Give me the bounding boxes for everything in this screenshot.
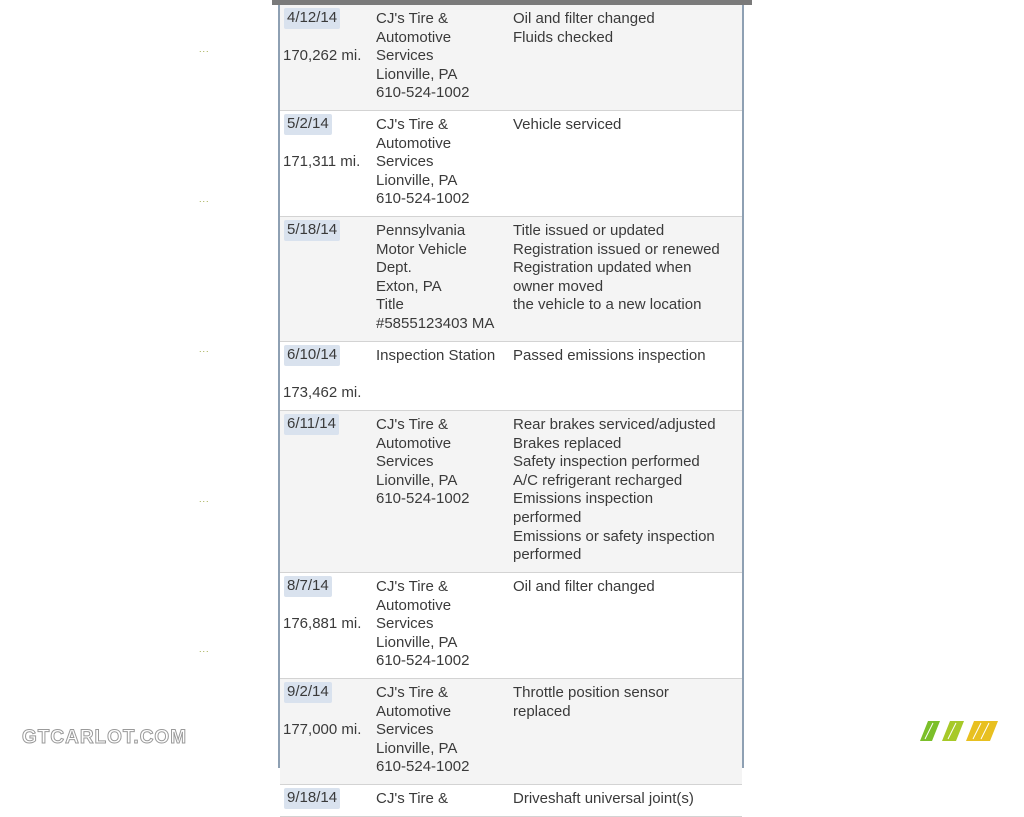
history-row bbox=[280, 411, 742, 573]
record-comments bbox=[513, 578, 743, 597]
history-row bbox=[280, 217, 742, 342]
source-line: Dept. bbox=[376, 259, 412, 277]
source-line: #5855123403 MA bbox=[376, 314, 495, 332]
comment-line: Driveshaft universal joint(s) bbox=[513, 790, 694, 807]
comment-line: Oil and filter changed bbox=[513, 578, 655, 595]
comment-line: Vehicle serviced bbox=[513, 116, 622, 133]
source-line: Lionville, PA bbox=[376, 633, 458, 651]
record-date: 9/18/14 bbox=[284, 788, 340, 809]
history-row bbox=[280, 5, 742, 111]
source-line: Services bbox=[376, 47, 434, 65]
source-line: Automotive bbox=[376, 434, 452, 452]
record-comments bbox=[513, 10, 743, 47]
source-line: CJ's Tire & bbox=[376, 10, 449, 27]
history-row bbox=[280, 111, 742, 217]
comment-line: Title issued or updated bbox=[513, 222, 665, 239]
source-line: Services bbox=[376, 721, 434, 739]
record-date: 6/11/14 bbox=[284, 414, 339, 435]
dots-marker: ... bbox=[199, 194, 210, 204]
source-line: 610-524-1002 bbox=[376, 758, 470, 776]
record-source bbox=[376, 222, 511, 334]
gtcarlot-stripes-logo-icon bbox=[920, 721, 998, 741]
vehicle-history-table[interactable] bbox=[278, 5, 744, 807]
comment-line: Oil and filter changed bbox=[513, 10, 655, 27]
record-comments bbox=[513, 684, 743, 721]
history-row bbox=[280, 573, 742, 679]
comment-line: Registration issued or renewed bbox=[513, 240, 720, 258]
comment-line: Registration updated when bbox=[513, 259, 692, 277]
source-line: Automotive bbox=[376, 702, 452, 720]
record-date: 9/2/14 bbox=[284, 682, 332, 703]
record-comments bbox=[513, 790, 743, 809]
source-line: CJ's Tire & bbox=[376, 790, 449, 807]
history-row bbox=[280, 785, 742, 817]
comment-line: Fluids checked bbox=[513, 28, 614, 46]
source-line: Services bbox=[376, 153, 434, 171]
dots-marker: ... bbox=[199, 494, 210, 504]
comment-line: Brakes replaced bbox=[513, 434, 622, 452]
dots-marker: ... bbox=[199, 44, 210, 54]
record-date: 5/18/14 bbox=[284, 220, 340, 241]
comment-line: Passed emissions inspection bbox=[513, 347, 706, 364]
source-line: Exton, PA bbox=[376, 277, 442, 295]
record-comments bbox=[513, 416, 743, 565]
record-date: 4/12/14 bbox=[284, 8, 340, 29]
source-line: Lionville, PA bbox=[376, 739, 458, 757]
comment-line: replaced bbox=[513, 702, 571, 720]
dots-marker: ... bbox=[199, 344, 210, 354]
source-line: 610-524-1002 bbox=[376, 490, 470, 508]
record-comments bbox=[513, 347, 743, 366]
source-line: Services bbox=[376, 615, 434, 633]
record-date: 5/2/14 bbox=[284, 114, 332, 135]
record-source bbox=[376, 347, 511, 366]
record-source bbox=[376, 684, 511, 777]
record-source bbox=[376, 578, 511, 671]
comment-line: Safety inspection performed bbox=[513, 453, 700, 471]
record-source bbox=[376, 10, 511, 103]
comment-line: A/C refrigerant recharged bbox=[513, 471, 683, 489]
source-line: CJ's Tire & bbox=[376, 116, 449, 133]
history-row bbox=[280, 342, 742, 411]
comment-line: performed bbox=[513, 508, 582, 526]
source-line: Inspection Station bbox=[376, 347, 496, 364]
source-line: CJ's Tire & bbox=[376, 684, 449, 701]
comment-line: owner moved bbox=[513, 277, 604, 295]
comment-line: Emissions or safety inspection bbox=[513, 527, 715, 545]
record-odometer: 171,311 mi. bbox=[283, 153, 361, 171]
comment-line: the vehicle to a new location bbox=[513, 296, 702, 314]
record-date: 6/10/14 bbox=[284, 345, 340, 366]
record-source bbox=[376, 790, 511, 809]
gtcarlot-watermark: GTCARLOT.COM bbox=[22, 727, 188, 748]
source-line: Automotive bbox=[376, 28, 452, 46]
record-source bbox=[376, 416, 511, 509]
source-line: Pennsylvania bbox=[376, 222, 466, 239]
record-source bbox=[376, 116, 511, 209]
record-date: 8/7/14 bbox=[284, 576, 332, 597]
comment-line: Emissions inspection bbox=[513, 490, 654, 508]
source-line: Lionville, PA bbox=[376, 171, 458, 189]
source-line: Title bbox=[376, 296, 404, 314]
source-line: CJ's Tire & bbox=[376, 416, 449, 433]
comment-line: Rear brakes serviced/adjusted bbox=[513, 416, 716, 433]
comment-line: Throttle position sensor bbox=[513, 684, 669, 701]
record-odometer: 170,262 mi. bbox=[283, 47, 362, 65]
source-line: Lionville, PA bbox=[376, 65, 458, 83]
source-line: 610-524-1002 bbox=[376, 652, 470, 670]
source-line: Lionville, PA bbox=[376, 471, 458, 489]
source-line: Services bbox=[376, 453, 434, 471]
record-odometer: 173,462 mi. bbox=[283, 384, 362, 402]
source-line: 610-524-1002 bbox=[376, 190, 470, 208]
record-odometer: 176,881 mi. bbox=[283, 615, 362, 633]
history-row bbox=[280, 679, 742, 785]
comment-line: performed bbox=[513, 546, 582, 564]
source-line: Automotive bbox=[376, 134, 452, 152]
source-line: Motor Vehicle bbox=[376, 240, 467, 258]
record-odometer: 177,000 mi. bbox=[283, 721, 362, 739]
record-comments bbox=[513, 222, 743, 315]
source-line: CJ's Tire & bbox=[376, 578, 449, 595]
record-comments bbox=[513, 116, 743, 135]
source-line: 610-524-1002 bbox=[376, 84, 470, 102]
dots-marker: ... bbox=[199, 644, 210, 654]
source-line: Automotive bbox=[376, 596, 452, 614]
